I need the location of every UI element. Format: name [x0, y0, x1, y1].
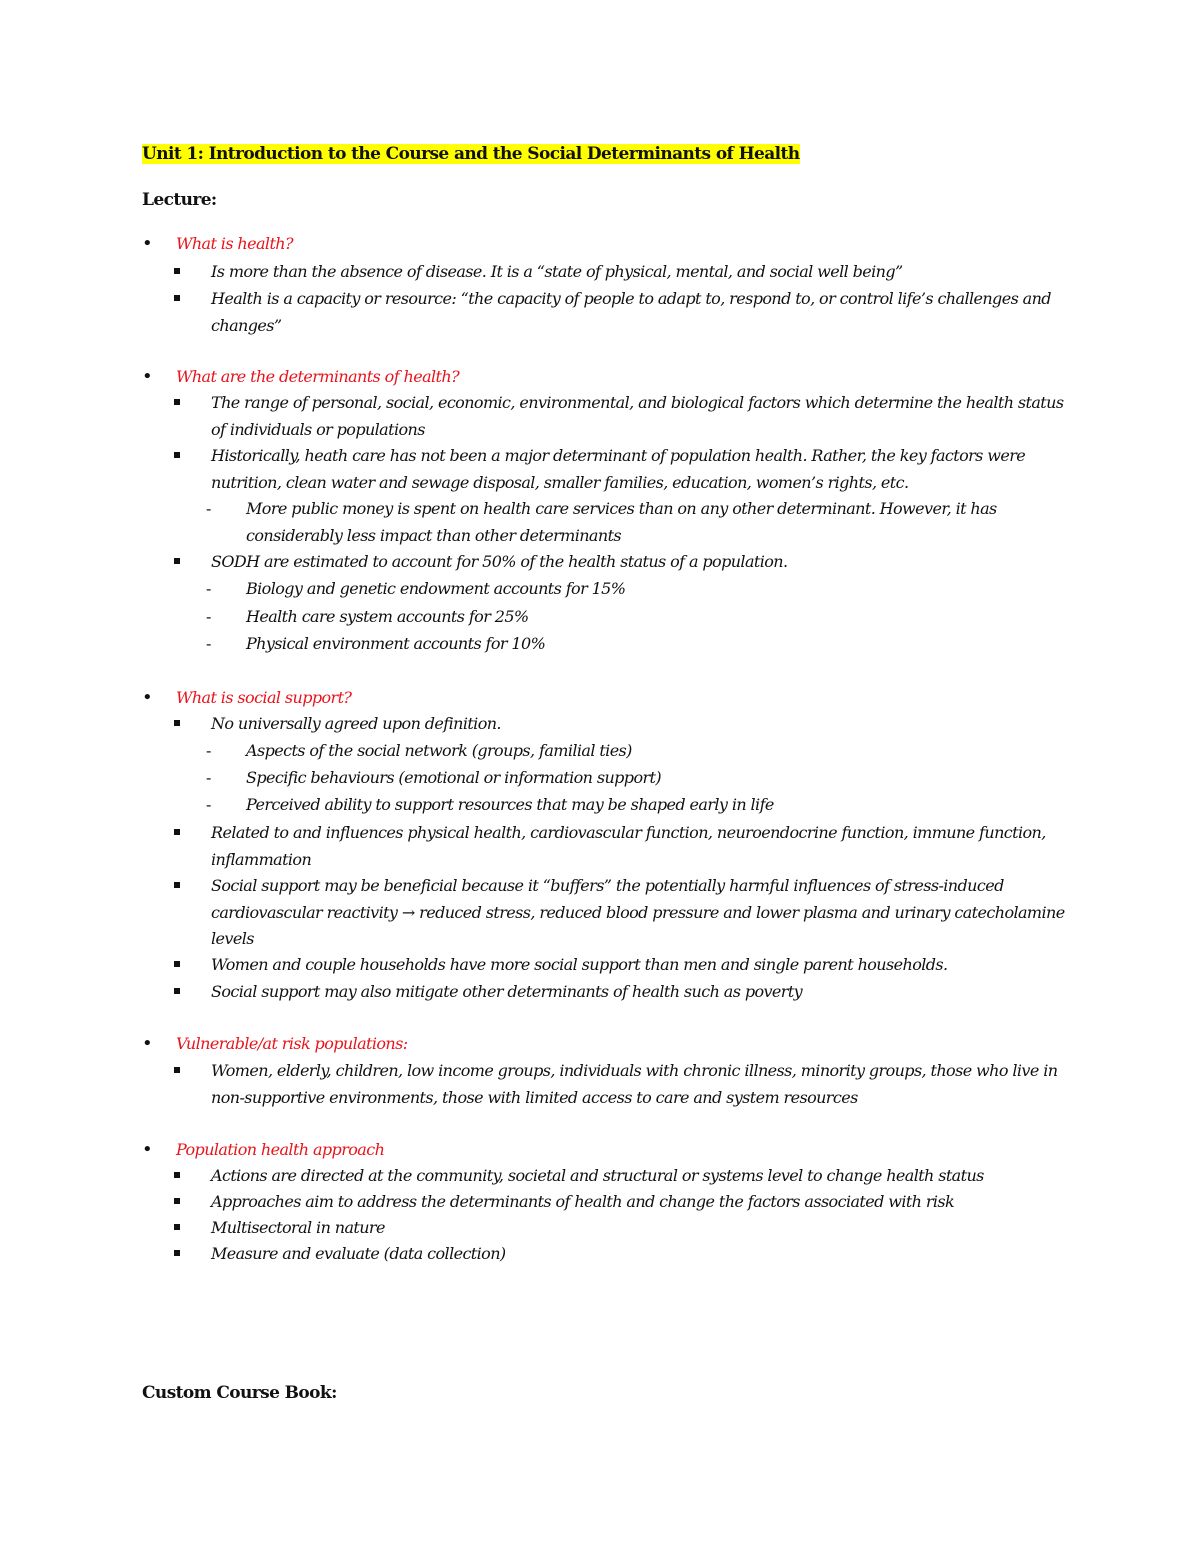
dash-marker: - [206, 634, 211, 653]
list-item [174, 443, 1074, 496]
page-title [142, 141, 800, 167]
square-bullet-icon [174, 268, 180, 274]
list-item-text: Women and couple households have more social support than men and single parent households. [211, 955, 948, 974]
list-item [174, 873, 1074, 953]
square-bullet-icon [174, 295, 180, 301]
sub-list-item [206, 631, 1066, 658]
sub-list-item-text: More public money is spent on health care services than on any other determinant. However, it has considerably less impact than other determinants [246, 499, 997, 545]
list-item-text: The range of personal, social, economic, environmental, and biological factors which determine the health status of individuals or populations [211, 393, 1064, 439]
list-item-text: Health is a capacity or resource: “the capacity of people to adapt to, respond to, or control life’s challenges and changes” [211, 289, 1051, 335]
list-item-text: Social support may be beneficial because it “buffers” the potentially harmful influences of stress-induced cardiovascular reactivity → reduced stress, reduced blood pressure and lower plasma and urinary catecholamine levels [211, 876, 1065, 948]
page-title-text: Unit 1: Introduction to the Course and the Social Determinants of Health [142, 144, 800, 164]
sub-list-item [206, 496, 1066, 549]
section-heading-text: What is health? [176, 234, 293, 253]
section-heading-text: What is social support? [176, 688, 352, 707]
list-item [174, 549, 1074, 576]
sub-list-item-text: Biology and genetic endowment accounts for 15% [246, 579, 626, 598]
dash-marker: - [206, 499, 211, 518]
sub-list-item [206, 738, 1066, 765]
list-item [174, 1058, 1074, 1111]
bullet-icon: • [142, 233, 153, 254]
sub-list-item-text: Health care system accounts for 25% [246, 607, 529, 626]
lecture-heading: Lecture: [142, 190, 217, 210]
list-item-text: Actions are directed at the community, societal and structural or systems level to change health status [211, 1166, 984, 1185]
sub-list-item-text: Perceived ability to support resources that may be shaped early in life [246, 795, 774, 814]
sub-list-item [206, 576, 1066, 603]
sub-list-item-text: Aspects of the social network (groups, familial ties) [246, 741, 632, 760]
bullet-icon: • [142, 687, 153, 708]
square-bullet-icon [174, 720, 180, 726]
list-item [174, 979, 1074, 1006]
list-item-text: Historically, heath care has not been a major determinant of population health. Rather, the key factors were nutrition, clean water and sewage disposal, smaller families, education, women’s rights, etc. [211, 446, 1026, 492]
section-heading-text: What are the determinants of health? [176, 367, 460, 386]
square-bullet-icon [174, 1067, 180, 1073]
sub-list-item [206, 765, 1066, 792]
dash-marker: - [206, 579, 211, 598]
square-bullet-icon [174, 961, 180, 967]
bullet-icon: • [142, 1139, 153, 1160]
list-item-text: Measure and evaluate (data collection) [211, 1244, 506, 1263]
square-bullet-icon [174, 558, 180, 564]
sub-list-item-text: Physical environment accounts for 10% [246, 634, 546, 653]
list-item-text: Women, elderly, children, low income groups, individuals with chronic illness, minority groups, those who live in non-supportive environments, those with limited access to care and system resources [211, 1061, 1058, 1107]
square-bullet-icon [174, 399, 180, 405]
list-item [174, 820, 1074, 873]
list-item-text: No universally agreed upon definition. [211, 714, 501, 733]
custom-course-book-heading: Custom Course Book: [142, 1383, 337, 1403]
list-item [174, 1215, 1074, 1242]
list-item [174, 390, 1074, 443]
list-item [174, 952, 1074, 979]
list-item [174, 1163, 1074, 1190]
dash-marker: - [206, 768, 211, 787]
list-item [174, 1241, 1074, 1268]
list-item [174, 711, 1074, 738]
sub-list-item [206, 604, 1066, 631]
list-item [174, 1189, 1074, 1216]
sub-list-item-text: Specific behaviours (emotional or information support) [246, 768, 661, 787]
list-item-text: SODH are estimated to account for 50% of the health status of a population. [211, 552, 788, 571]
square-bullet-icon [174, 1250, 180, 1256]
square-bullet-icon [174, 988, 180, 994]
list-item-text: Social support may also mitigate other determinants of health such as poverty [211, 982, 803, 1001]
square-bullet-icon [174, 1172, 180, 1178]
dash-marker: - [206, 607, 211, 626]
bullet-icon: • [142, 1033, 153, 1054]
square-bullet-icon [174, 829, 180, 835]
section-heading-text: Population health approach [176, 1140, 385, 1159]
list-item-text: Multisectoral in nature [211, 1218, 385, 1237]
square-bullet-icon [174, 882, 180, 888]
square-bullet-icon [174, 452, 180, 458]
list-item [174, 286, 1074, 339]
list-item-text: Approaches aim to address the determinants of health and change the factors associated with risk [211, 1192, 955, 1211]
list-item-text: Related to and influences physical health, cardiovascular function, neuroendocrine function, immune function, inflammation [211, 823, 1046, 869]
square-bullet-icon [174, 1198, 180, 1204]
bullet-icon: • [142, 366, 153, 387]
square-bullet-icon [174, 1224, 180, 1230]
dash-marker: - [206, 741, 211, 760]
dash-marker: - [206, 795, 211, 814]
sub-list-item [206, 792, 1066, 819]
list-item [174, 259, 1074, 286]
section-heading-text: Vulnerable/at risk populations: [176, 1034, 408, 1053]
list-item-text: Is more than the absence of disease. It is a “state of physical, mental, and social well being” [211, 262, 903, 281]
